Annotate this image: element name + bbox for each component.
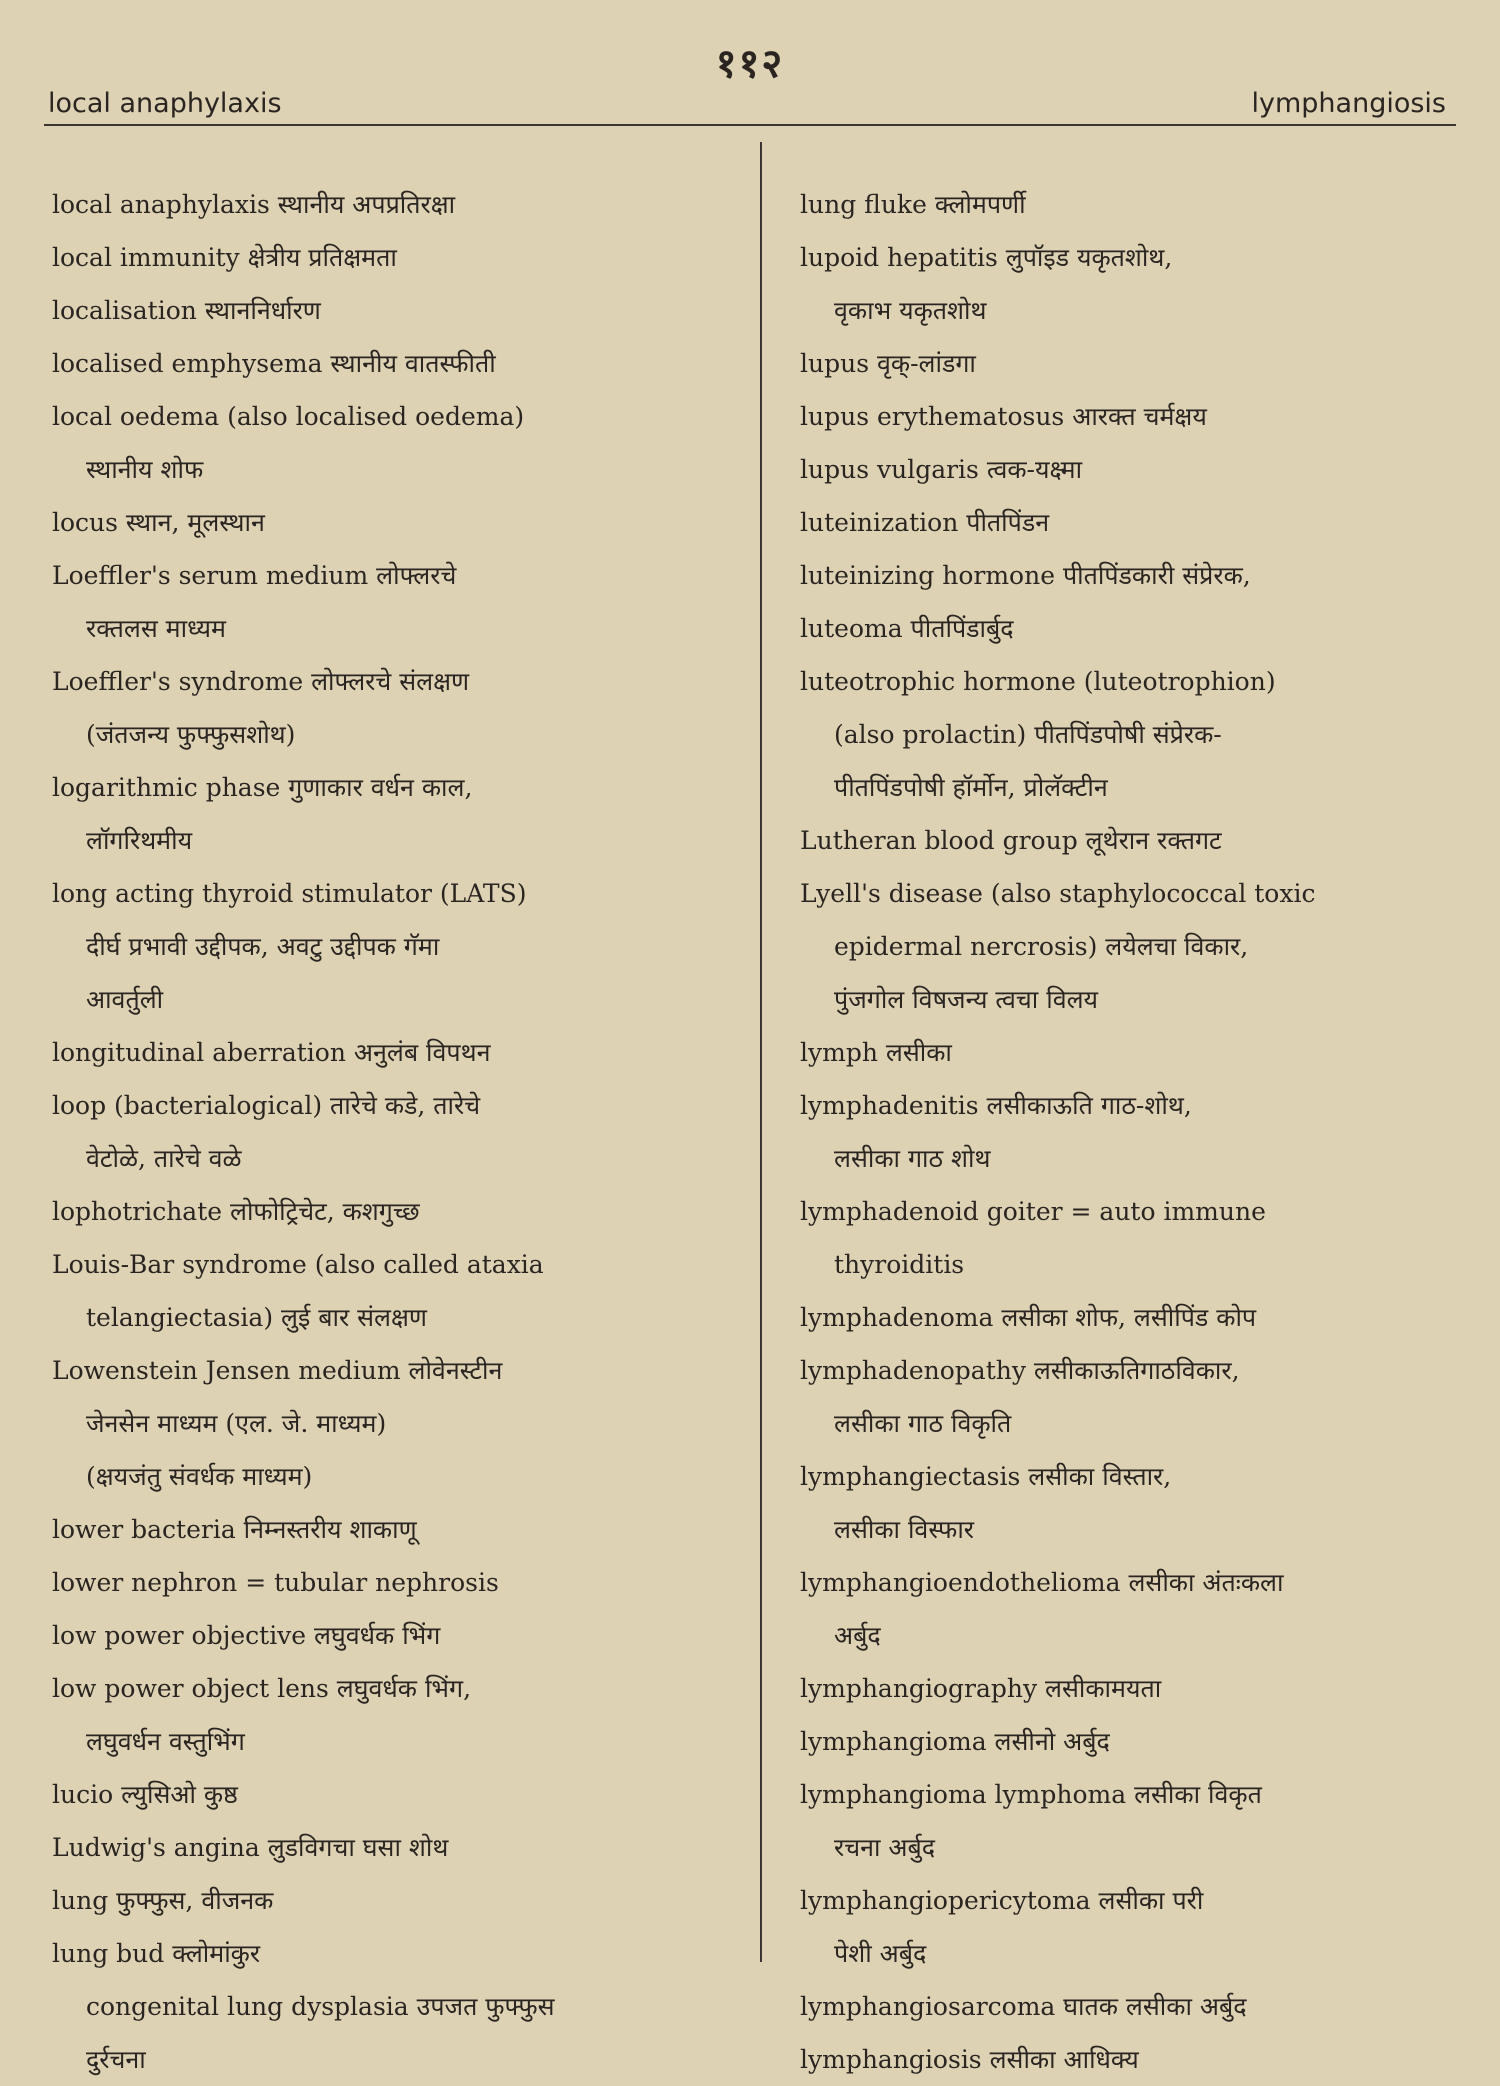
entry-line: locus स्थान, मूलस्थान [52,508,265,537]
entry-line: lymphangiosis लसीका आधिक्य [800,2045,1139,2074]
entry-line: रक्तलस माध्यम [86,614,226,643]
entry-line: long acting thyroid stimulator (LATS) [52,879,527,908]
entry-line: दीर्घ प्रभावी उद्दीपक, अवटु उद्दीपक गॅमा [86,932,440,961]
header-rule [44,124,1456,126]
entry-line: Lutheran blood group लूथेरान रक्तगट [800,826,1222,855]
entry-line: अर्बुद [834,1621,881,1650]
left-guide-word: local anaphylaxis [48,88,282,119]
entry-line: पुंजगोल विषजन्य त्वचा विलय [834,985,1099,1014]
entry-line: thyroiditis [834,1250,965,1279]
entry-line: local oedema (also localised oedema) [52,402,525,431]
entry-line: वृकाभ यकृतशोथ [834,296,987,325]
right-column [800,178,1480,2086]
entry-line: local anaphylaxis स्थानीय अपप्रतिरक्षा [52,190,456,219]
entry-line: lophotrichate लोफोट्रिचेट, कशगुच्छ [52,1197,420,1226]
entry-line: luteotrophic hormone (luteotrophion) [800,667,1276,696]
entry-line: epidermal nercrosis) लयेलचा विकार, [834,932,1249,961]
entry-line: luteinizing hormone पीतपिंडकारी संप्रेरक, [800,561,1251,590]
entry-line: Ludwig's angina लुडविगचा घसा शोथ [52,1833,449,1862]
entry-line: पीतपिंडपोषी हॉर्मोन, प्रोलॅक्टीन [834,773,1108,802]
entry-line: lymphangiectasis लसीका विस्तार, [800,1462,1172,1491]
entry-line: वेटोळे, तारेचे वळे [86,1144,242,1173]
entry-line: localisation स्थाननिर्धारण [52,296,321,325]
entry-line: lymphangiopericytoma लसीका परी [800,1886,1204,1915]
entry-line: रचना अर्बुद [834,1833,936,1862]
entry-line: स्थानीय शोफ [86,455,204,484]
entry-line: lymphadenopathy लसीकाऊतिगाठविकार, [800,1356,1240,1385]
entry-line: lower bacteria निम्नस्तरीय शाकाणू [52,1515,417,1544]
entry-line: lymphadenoid goiter = auto immune [800,1197,1266,1226]
entry-line: localised emphysema स्थानीय वातस्फीती [52,349,496,378]
entry-line: lymphangioma लसीनो अर्बुद [800,1727,1110,1756]
entry-line: Lyell's disease (also staphylococcal toxic [800,879,1316,908]
page-number: ११२ [715,40,785,87]
entry-line: longitudinal aberration अनुलंब विपथन [52,1038,491,1067]
entry-line: लसीका गाठ विकृति [834,1409,1012,1438]
right-guide-word: lymphangiosis [1251,88,1446,119]
entry-line: लसीका विस्फार [834,1515,975,1544]
entry-line: lymph लसीका [800,1038,952,1067]
entry-line: lung bud क्लोमांकुर [52,1939,261,1968]
entry-line: local immunity क्षेत्रीय प्रतिक्षमता [52,243,397,272]
entry-line: लॉगरिथमीय [86,826,193,855]
entry-line: lung fluke क्लोमपर्णी [800,190,1026,219]
entry-line: luteinization पीतपिंडन [800,508,1050,537]
entry-line: (also prolactin) पीतपिंडपोषी संप्रेरक- [834,720,1222,749]
entry-line: लघुवर्धन वस्तुभिंग [86,1727,245,1756]
left-column [52,178,742,2086]
entry-line: lymphangioma lymphoma लसीका विकृत [800,1780,1262,1809]
entry-line: logarithmic phase गुणाकार वर्धन काल, [52,773,473,802]
entry-line: Louis-Bar syndrome (also called ataxia [52,1250,544,1279]
entry-line: lupoid hepatitis लुपॉइड यकृतशोथ, [800,243,1173,272]
entry-line: telangiectasia) लुई बार संलक्षण [86,1303,427,1332]
entry-line: loop (bacterialogical) तारेचे कडे, तारेचे [52,1091,481,1120]
entry-line: पेशी अर्बुद [834,1939,927,1968]
entry-line: Loeffler's serum medium लोफ्लरचे [52,561,457,590]
entry-line: (जंतजन्य फुफ्फुसशोथ) [86,720,296,749]
entry-line: Lowenstein Jensen medium लोवेनस्टीन [52,1356,503,1385]
entry-line: दुर्रचना [86,2045,146,2074]
entry-line: Loeffler's syndrome लोफ्लरचे संलक्षण [52,667,470,696]
entry-line: congenital lung dysplasia उपजत फुफ्फुस [86,1992,555,2021]
entry-line: lupus erythematosus आरक्त चर्मक्षय [800,402,1207,431]
entry-line: आवर्तुली [86,985,164,1014]
entry-line: lymphadenitis लसीकाऊति गाठ-शोथ, [800,1091,1192,1120]
entry-line: low power object lens लघुवर्धक भिंग, [52,1674,472,1703]
entry-line: lymphadenoma लसीका शोफ, लसीपिंड कोप [800,1303,1257,1332]
entry-line: lung फुफ्फुस, वीजनक [52,1886,274,1915]
entry-line: lymphangiography लसीकामयता [800,1674,1162,1703]
entry-line: luteoma पीतपिंडार्बुद [800,614,1014,643]
entry-line: lower nephron = tubular nephrosis [52,1568,499,1597]
entry-line: lymphangioendothelioma लसीका अंतःकला [800,1568,1284,1597]
entry-line: lupus वृक्-लांडगा [800,349,976,378]
column-divider [760,142,762,1962]
entry-line: लसीका गाठ शोथ [834,1144,991,1173]
entry-line: (क्षयजंतु संवर्धक माध्यम) [86,1462,313,1491]
entry-line: lymphangiosarcoma घातक लसीका अर्बुद [800,1992,1247,2021]
entry-line: lucio ल्युसिओ कुष्ठ [52,1780,238,1809]
entry-line: low power objective लघुवर्धक भिंग [52,1621,441,1650]
entry-line: जेनसेन माध्यम (एल. जे. माध्यम) [86,1409,387,1438]
entry-line: lupus vulgaris त्वक-यक्ष्मा [800,455,1083,484]
